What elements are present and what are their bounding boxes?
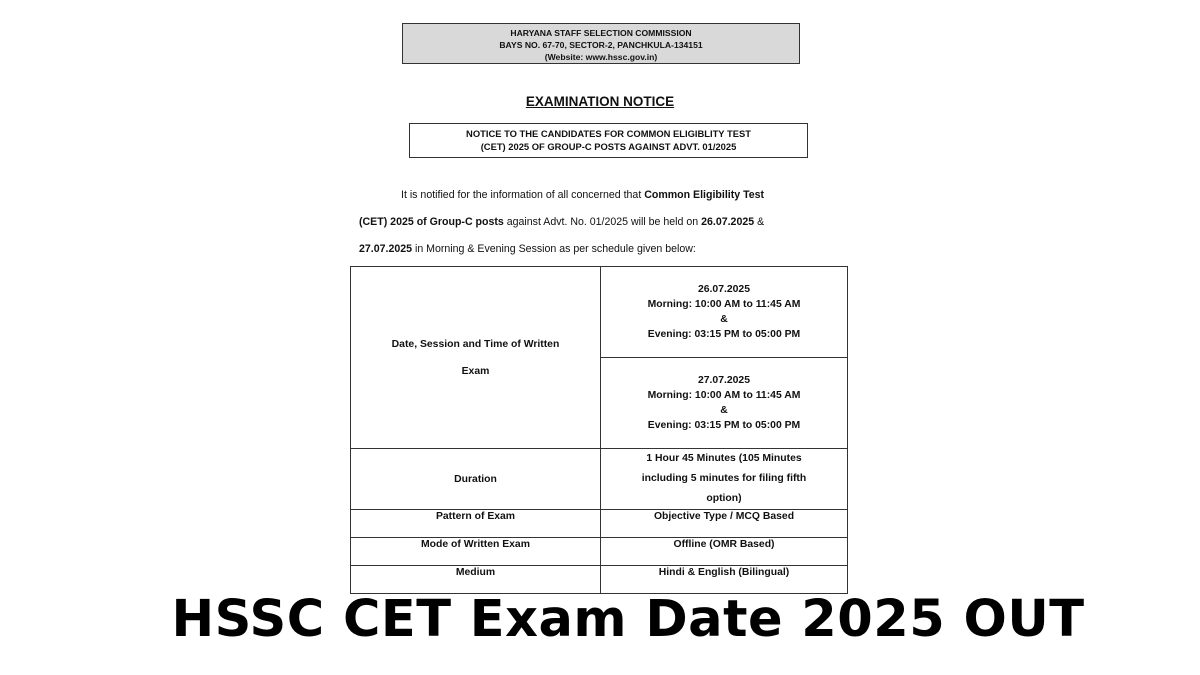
notice-subject-box (409, 123, 808, 158)
commission-name: HARYANA STAFF SELECTION COMMISSION (510, 28, 692, 38)
table-row (351, 510, 848, 538)
mode-value: Offline (OMR Based) (601, 538, 848, 566)
exam-schedule-table (350, 266, 848, 594)
mode-label: Mode of Written Exam (351, 538, 601, 566)
pattern-label: Pattern of Exam (351, 510, 601, 538)
duration-value: 1 Hour 45 Minutes (105 Minutes including 5 minutes for filing fifth option) (601, 449, 848, 510)
table-row (351, 449, 848, 510)
table-row (351, 538, 848, 566)
day1-schedule: 26.07.2025 Morning: 10:00 AM to 11:45 AM & Evening: 03:15 PM to 05:00 PM (601, 267, 848, 358)
commission-address: BAYS NO. 67-70, SECTOR-2, PANCHKULA-134151 (499, 40, 703, 50)
headline-banner: HSSC CET Exam Date 2025 OUT (171, 590, 1085, 649)
commission-header-box (402, 23, 800, 64)
examination-notice-title: EXAMINATION NOTICE (525, 94, 675, 109)
notice-paragraph: It is notified for the information of all concerned that Common Eligibility Test (CET) 2025 of Group-C posts against Advt. No. 01/2025 will be held on 26.07.2025 & 27.07.2025 in Morning & Evening Session as per schedule given below: (359, 189, 765, 255)
date-session-label: Date, Session and Time of Written Exam (351, 267, 601, 449)
notice-subject-line-1: NOTICE TO THE CANDIDATES FOR COMMON ELIGIBLITY TEST (466, 128, 751, 139)
pattern-value: Objective Type / MCQ Based (601, 510, 848, 538)
commission-website: (Website: www.hssc.gov.in) (544, 52, 658, 62)
notice-subject-line-2: (CET) 2025 OF GROUP-C POSTS AGAINST ADVT. 01/2025 (480, 140, 737, 152)
medium-value: Hindi & English (Bilingual) (601, 566, 848, 594)
duration-label: Duration (351, 449, 601, 510)
day2-schedule: 27.07.2025 Morning: 10:00 AM to 11:45 AM & Evening: 03:15 PM to 05:00 PM (601, 358, 848, 449)
table-row (351, 267, 848, 358)
medium-label: Medium (351, 566, 601, 594)
